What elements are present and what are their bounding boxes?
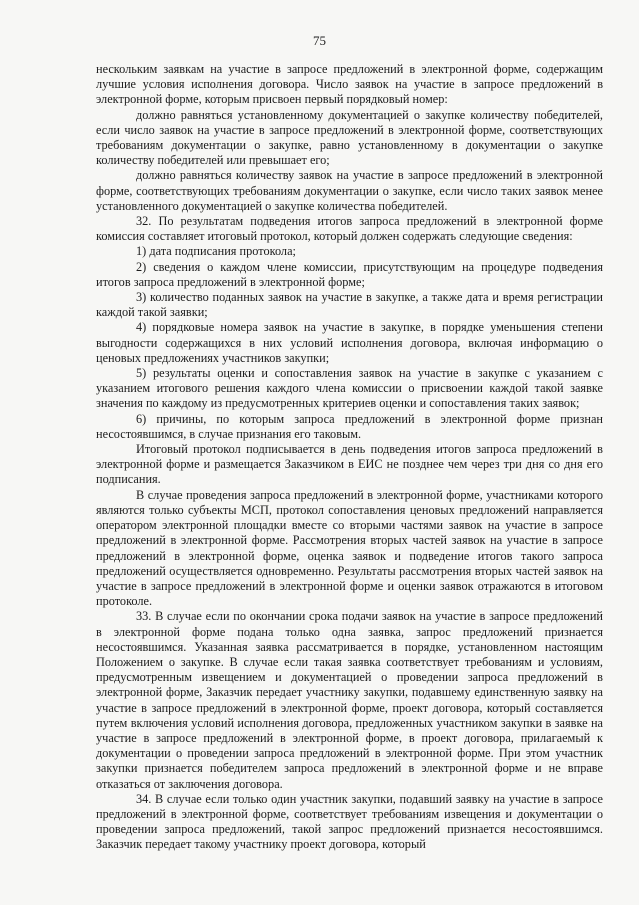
paragraph: 34. В случае если только один участник закупки, подавший заявку на участие в запросе предложений в электронной форме, соответствует требованиям извещения и документации о проведении запроса предложений, такой запрос предложений признается несостоявшимся. Заказчик передает такому участнику проект договора, который [96,791,603,852]
paragraph: 1) дата подписания протокола; [136,244,296,259]
paragraph: 32. По результатам подведения итогов запроса предложений в электронной форме комиссия составляет итоговый протокол, который должен содержать следующие сведения: [96,214,603,244]
paragraph: должно равняться количеству заявок на участие в запросе предложений в электронной форме, соответствующих требованиям документации о закупке, если число таких заявок менее установленного документацией о закупке количества победителей. [96,168,603,213]
paragraph: нескольким заявкам на участие в запросе предложений в электронной форме, содержащим лучшие условия исполнения договора. Число заявок на участие в запросе предложений в электронной форме, которым присвоен первый порядковый номер: [96,62,603,107]
paragraph: 6) причины, по которым запроса предложений в электронной форме признан несостоявшимся, в случае признания его таковым. [96,411,603,441]
paragraph: 5) результаты оценки и сопоставления заявок на участие в закупке с указанием с указанием итогового решения каждого члена комиссии о присвоении каждой такой заявке значения по каждому из предусмотренных критериев оценки и сопоставления таких заявок; [96,366,603,411]
paragraph: 3) количество поданных заявок на участие в закупке, а также дата и время регистрации каждой такой заявки; [96,290,603,320]
page-number: 75 [313,33,326,48]
paragraph: 4) порядковые номера заявок на участие в закупке, в порядке уменьшения степени выгодности содержащихся в них условий исполнения договора, включая информацию о ценовых предложениях участников закупки; [96,320,603,365]
paragraph: должно равняться установленному документацией о закупке количеству победителей, если число заявок на участие в запросе предложений в электронной форме, соответствующих требованиям документации о закупке, равно установленному в документации о закупке количеству победителей или превышает его; [96,107,603,168]
paragraph: В случае проведения запроса предложений в электронной форме, участниками которого являются только субъекты МСП, протокол сопоставления ценовых предложений направляется оператором электронной площадки вместе со вторыми частями заявок на участие в запросе предложений в электронной форме. Рассмотрения вторых частей заявок на участие в запросе предложений в электронной форме, оценка заявок и подведение итогов такого запроса предложений осуществляется одновременно. Результаты рассмотрения вторых частей заявок на участие в запросе предложений в электронной форме и оценки заявок отражаются в итоговом протоколе. [96,487,603,609]
paragraph: 2) сведения о каждом члене комиссии, присутствующим на процедуре подведения итогов запроса предложений в электронной форме; [96,259,603,289]
document-body [96,62,603,853]
paragraph: 33. В случае если по окончании срока подачи заявок на участие в запросе предложений в электронной форме подана только одна заявка, запрос предложений признается несостоявшимся. Указанная заявка рассматривается в порядке, установленном настоящим Положением о закупке. В случае если такая заявка соответствует требованиям и условиям, предусмотренным извещением и документацией о проведении запроса предложений в электронной форме, Заказчик передает участнику закупки, подавшему единственную заявку на участие в запросе предложений в электронной форме, проект договора, который составляется путем включения условий исполнения договора, предложенных участником закупки в заявке на участие в запросе предложений в электронной форме, в проект договора, прилагаемый к документации о проведении запроса предложений в электронной форме. При этом участник закупки признается победителем запроса предложений в электронной форме и не вправе отказаться от заключения договора. [96,609,603,791]
paragraph: Итоговый протокол подписывается в день подведения итогов запроса предложений в электронной форме и размещается Заказчиком в ЕИС не позднее чем через три дня со дня его подписания. [96,442,603,487]
